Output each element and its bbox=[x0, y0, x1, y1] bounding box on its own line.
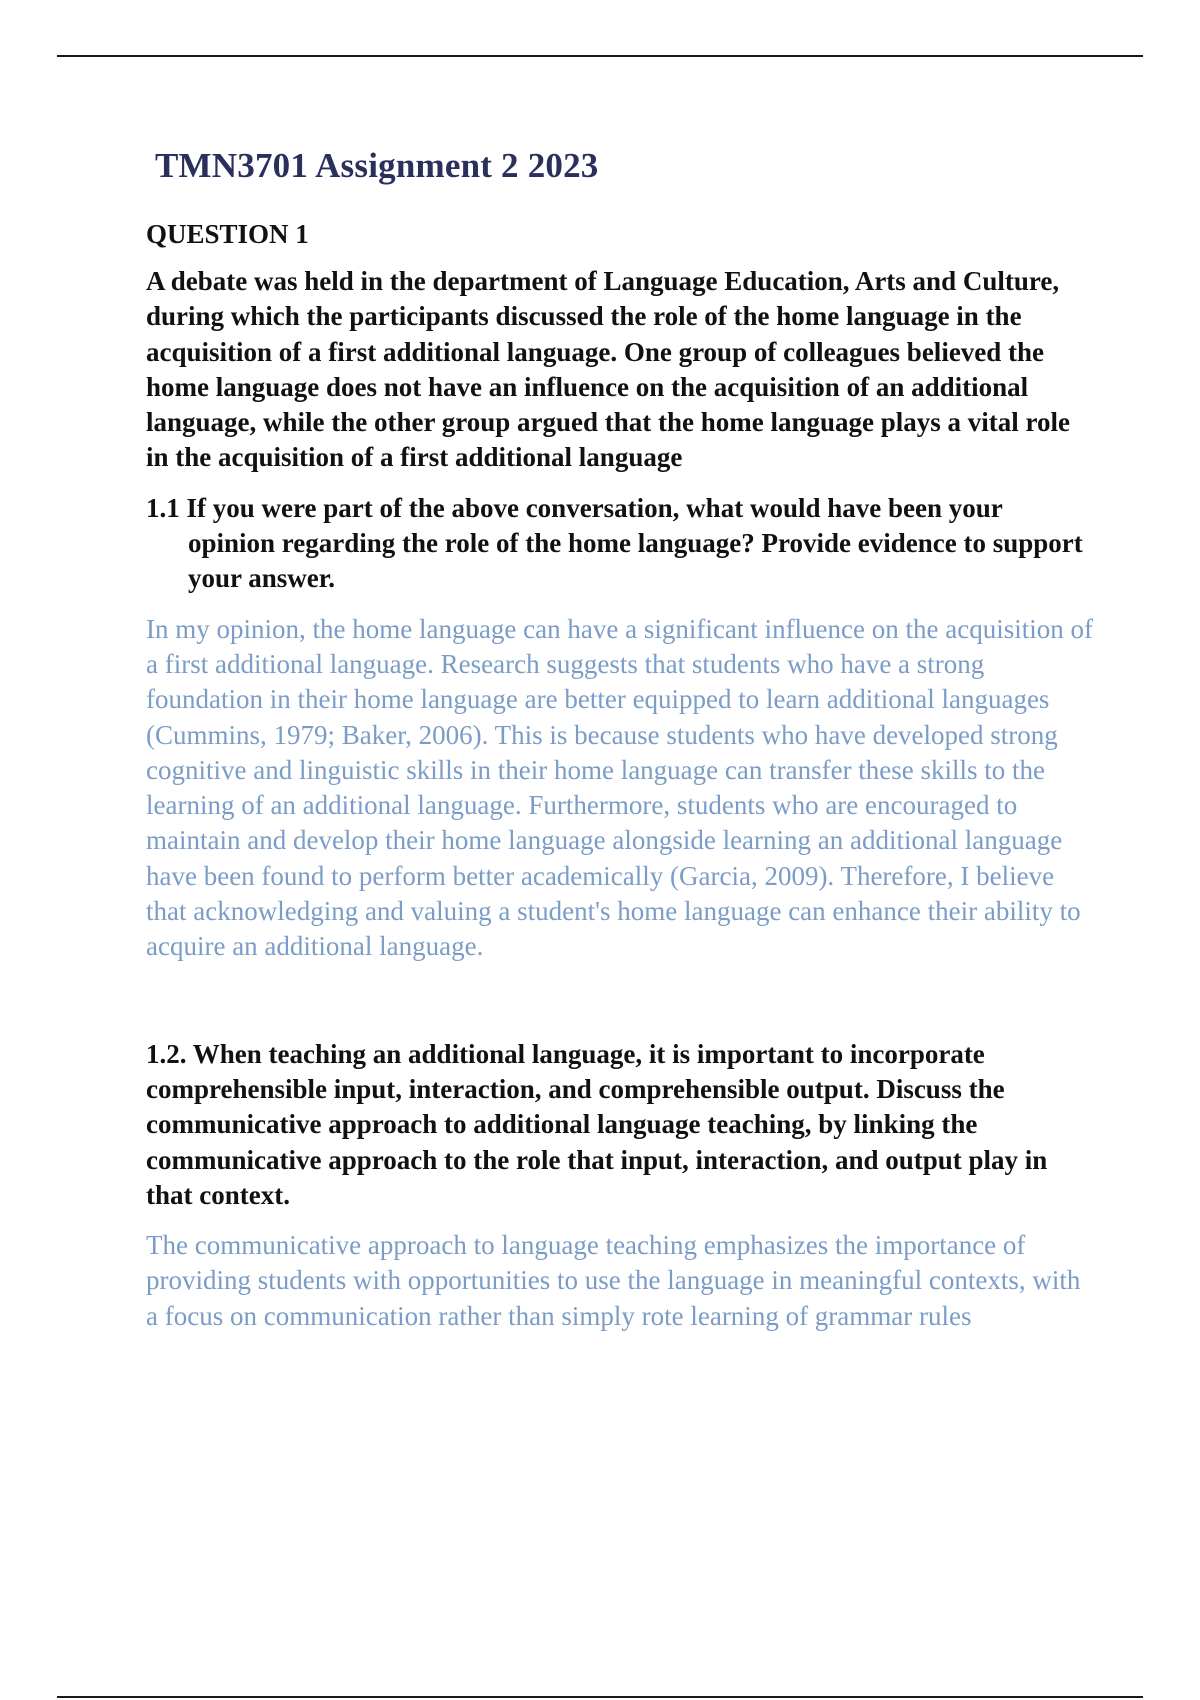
question-heading: QUESTION 1 bbox=[146, 219, 309, 249]
question-1-2: 1.2. When teaching an additional language, it is important to incorporate comprehensible input, interaction, and comprehensible output. Discuss the communicative approach to additional language teaching, by linking the communicative approach to the role that input, interaction, and output play in that context. bbox=[146, 1038, 1048, 1210]
document-title: TMN3701 Assignment 2 2023 bbox=[155, 146, 599, 185]
question-1-1: 1.1 If you were part of the above conversation, what would have been your opinion regarding the role of the home language? Provide evidence to support your answer. bbox=[146, 492, 1083, 594]
bottom-rule bbox=[57, 1696, 1143, 1698]
document-content bbox=[146, 140, 1096, 1334]
section-spacer bbox=[146, 965, 1096, 1025]
answer-1-2: The communicative approach to language teaching emphasizes the importance of providing students with opportunities to use the language in meaningful contexts, with a focus on communication rather than simply rote learning of grammar rules bbox=[146, 1230, 1081, 1331]
question-intro: A debate was held in the department of Language Education, Arts and Culture, during which the participants discussed the role of the home language in the acquisition of a first additional language. One group of colleagues believed the home language does not have an influence on the acquisition of an additional language, while the other group argued that the home language plays a vital role in the acquisition of a first additional language bbox=[146, 266, 1071, 473]
top-rule bbox=[57, 55, 1143, 57]
answer-1-1: In my opinion, the home language can have a significant influence on the acquisition of a first additional language. Research suggests that students who have a strong foundation in their home language are better equipped to learn additional languages (Cummins, 1979; Baker, 2006). This is because students who have developed strong cognitive and linguistic skills in their home language can transfer these skills to the learning of an additional language. Furthermore, students who are encouraged to maintain and develop their home language alongside learning an additional language have been found to perform better academically (Garcia, 2009). Therefore, I believe that acknowledging and valuing a student's home language can enhance their ability to acquire an additional language. bbox=[146, 613, 1093, 962]
